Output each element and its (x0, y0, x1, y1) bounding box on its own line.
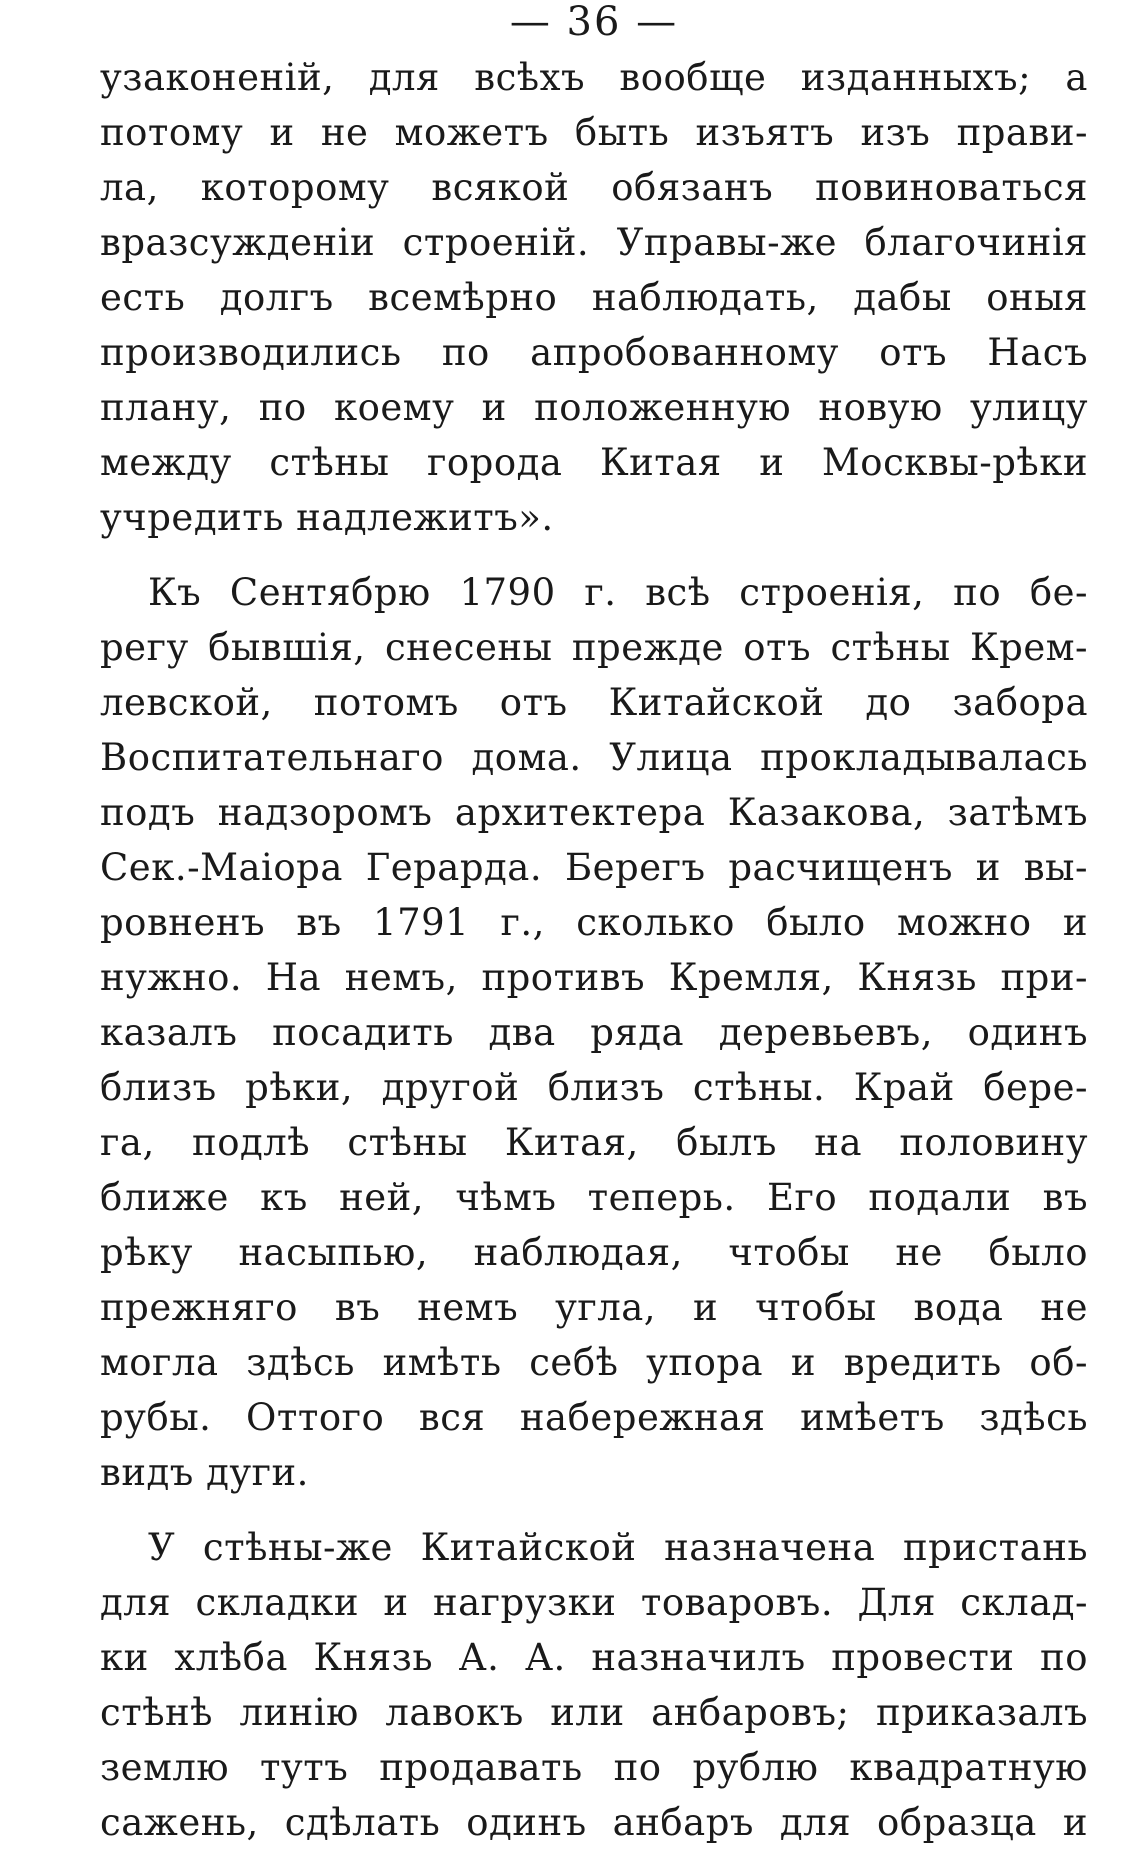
text-line: ки хлѣба Князь А. А. назначилъ провести по (100, 1636, 1088, 1679)
text-line: регу бывшія, снесены прежде отъ стѣны Крем- (100, 626, 1088, 669)
paragraph-gap (100, 545, 1088, 565)
book-page (100, 0, 1088, 1850)
text-line: подъ надзоромъ архитектера Казакова, затѣмъ (100, 791, 1088, 834)
text-line: ближе къ ней, чѣмъ теперь. Его подали въ (100, 1176, 1088, 1219)
text-line: для складки и нагрузки товаровъ. Для склад- (100, 1581, 1088, 1624)
paragraph-2 (100, 565, 1088, 1500)
page-number: — 36 — (509, 0, 679, 45)
text-line: землю тутъ продавать по рублю квадратную (100, 1746, 1088, 1789)
text-line: есть долгъ всемѣрно наблюдать, дабы оныя (100, 276, 1088, 319)
text-line: учредить надлежитъ». (100, 496, 554, 539)
text-line: Воспитательнаго дома. Улица прокладывалась (100, 736, 1088, 779)
text-line: казалъ посадить два ряда деревьевъ, одинъ (100, 1011, 1088, 1054)
text-line: сажень, сдѣлать одинъ анбаръ для образца и (100, 1801, 1088, 1844)
paragraph-1 (100, 50, 1088, 545)
text-line: близъ рѣки, другой близъ стѣны. Край бере- (100, 1066, 1088, 1109)
text-line: видъ дуги. (100, 1451, 309, 1494)
text-line: плану, по коему и положенную новую улицу (100, 386, 1088, 429)
text-line: производились по апробованному отъ Насъ (100, 331, 1088, 374)
text-line: потому и не можетъ быть изъятъ изъ прави- (100, 111, 1088, 154)
paragraph-gap (100, 1500, 1088, 1520)
text-line: Сек.-Маіора Герарда. Берегъ расчищенъ и вы- (100, 846, 1088, 889)
paragraph-3 (100, 1520, 1088, 1850)
text-line: прежняго въ немъ угла, и чтобы вода не (100, 1286, 1088, 1329)
text-line: рубы. Оттого вся набережная имѣетъ здѣсь (100, 1396, 1088, 1439)
text-line: вразсужденіи строеній. Управы-же благочинія (100, 221, 1088, 264)
text-line: нужно. На немъ, противъ Кремля, Князь при- (100, 956, 1088, 999)
text-line: могла здѣсь имѣть себѣ упора и вредить об- (100, 1341, 1088, 1384)
text-line: узаконеній, для всѣхъ вообще изданныхъ; а (100, 56, 1088, 99)
text-line: между стѣны города Китая и Москвы-рѣки (100, 441, 1088, 484)
text-line: ла, которому всякой обязанъ повиноваться (100, 166, 1088, 209)
text-line: га, подлѣ стѣны Китая, былъ на половину (100, 1121, 1088, 1164)
text-line: стѣнѣ линію лавокъ или анбаровъ; приказалъ (100, 1691, 1088, 1734)
text-line: ровненъ въ 1791 г., сколько было можно и (100, 901, 1088, 944)
text-line: рѣку насыпью, наблюдая, чтобы не было (100, 1231, 1088, 1274)
text-line: Къ Сентябрю 1790 г. всѣ строенія, по бе- (148, 571, 1088, 614)
text-line: У стѣны-же Китайской назначена пристань (148, 1526, 1088, 1569)
text-line: левской, потомъ отъ Китайской до забора (100, 681, 1088, 724)
